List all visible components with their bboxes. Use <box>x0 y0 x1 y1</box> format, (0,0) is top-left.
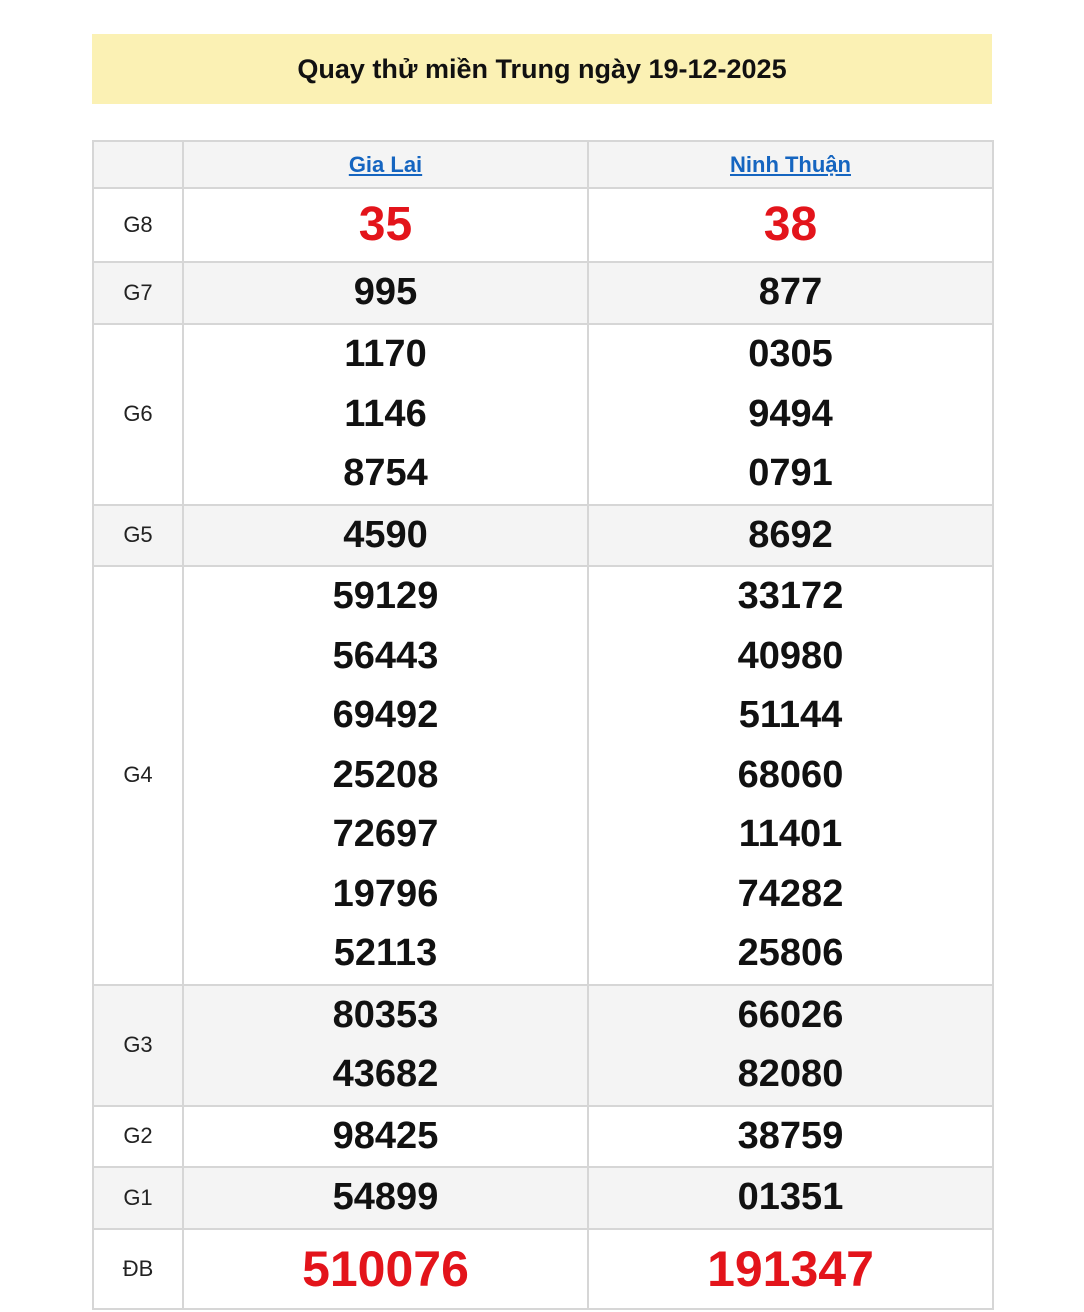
result-number: 38759 <box>737 1114 844 1157</box>
result-cell-ninh-thuan <box>588 1106 993 1168</box>
prize-row-g4 <box>93 566 993 985</box>
result-number: 59129 <box>332 575 439 617</box>
result-number: 68060 <box>737 753 844 796</box>
page-title: Quay thử miền Trung ngày 19-12-2025 <box>92 34 992 104</box>
result-number: 52113 <box>333 932 438 974</box>
result-cell-ninh-thuan <box>588 505 993 567</box>
header-empty-cell <box>93 141 183 188</box>
result-number: 11401 <box>738 813 843 855</box>
prize-label: G4 <box>93 566 183 985</box>
result-cell-gia-lai <box>183 505 588 567</box>
result-number: 995 <box>353 271 418 314</box>
results-table <box>92 140 994 1310</box>
result-cell-gia-lai <box>183 1167 588 1229</box>
result-number: 82080 <box>737 1053 844 1095</box>
result-number: 0305 <box>748 333 833 375</box>
result-number: 8692 <box>748 513 833 556</box>
prize-row-g8 <box>93 188 993 262</box>
header-province-ninh-thuan <box>588 141 993 188</box>
result-cell-gia-lai <box>183 188 588 262</box>
result-cell-gia-lai <box>183 566 588 985</box>
result-number: 80353 <box>332 993 439 1036</box>
result-cell-gia-lai <box>183 985 588 1106</box>
result-number: 98425 <box>332 1114 439 1157</box>
result-cell-gia-lai <box>183 1106 588 1168</box>
prize-row-g1 <box>93 1167 993 1229</box>
province-link-gia-lai[interactable]: Gia Lai <box>348 151 423 177</box>
result-number: 25208 <box>332 753 439 796</box>
result-cell-gia-lai <box>183 1229 588 1309</box>
prize-row-g5 <box>93 505 993 567</box>
prize-row-g2 <box>93 1106 993 1168</box>
result-cell-ninh-thuan <box>588 188 993 262</box>
result-number: 0791 <box>748 452 833 494</box>
result-cell-ninh-thuan <box>588 1229 993 1309</box>
result-cell-ninh-thuan <box>588 324 993 505</box>
result-number: 01351 <box>737 1176 844 1218</box>
prize-label: G8 <box>93 188 183 262</box>
result-number: 9494 <box>748 392 833 435</box>
result-number: 51144 <box>738 694 843 736</box>
prize-label: G6 <box>93 324 183 505</box>
result-number: 56443 <box>332 634 439 677</box>
result-number: 1170 <box>344 333 427 375</box>
prize-label: G2 <box>93 1106 183 1168</box>
prize-label: G1 <box>93 1167 183 1229</box>
result-number: 1146 <box>344 392 427 435</box>
result-number: 54899 <box>332 1176 439 1218</box>
result-number: 19796 <box>332 872 439 915</box>
result-number: 74282 <box>737 872 844 915</box>
result-number: 35 <box>358 198 413 251</box>
result-cell-ninh-thuan <box>588 262 993 324</box>
prize-row-g7 <box>93 262 993 324</box>
result-number: 8754 <box>343 452 428 494</box>
result-cell-gia-lai <box>183 262 588 324</box>
result-number: 33172 <box>737 575 844 617</box>
prize-label: ĐB <box>93 1229 183 1309</box>
result-number: 72697 <box>332 813 439 855</box>
result-number: 38 <box>763 198 818 251</box>
prize-row-g6 <box>93 324 993 505</box>
result-number: 25806 <box>737 932 844 974</box>
result-number: 510076 <box>302 1240 469 1297</box>
result-cell-gia-lai <box>183 324 588 505</box>
table-header-row <box>93 141 993 188</box>
prize-label: G5 <box>93 505 183 567</box>
result-number: 191347 <box>707 1240 874 1297</box>
header-province-gia-lai <box>183 141 588 188</box>
result-cell-ninh-thuan <box>588 566 993 985</box>
result-cell-ninh-thuan <box>588 985 993 1106</box>
prize-row-special <box>93 1229 993 1309</box>
result-number: 69492 <box>332 694 439 736</box>
result-number: 66026 <box>737 993 844 1036</box>
prize-row-g3 <box>93 985 993 1106</box>
result-number: 40980 <box>737 634 844 677</box>
result-number: 43682 <box>332 1053 439 1095</box>
result-number: 877 <box>758 271 823 314</box>
province-link-ninh-thuan[interactable]: Ninh Thuận <box>730 151 851 177</box>
prize-label: G7 <box>93 262 183 324</box>
result-cell-ninh-thuan <box>588 1167 993 1229</box>
prize-label: G3 <box>93 985 183 1106</box>
result-number: 4590 <box>343 513 428 556</box>
